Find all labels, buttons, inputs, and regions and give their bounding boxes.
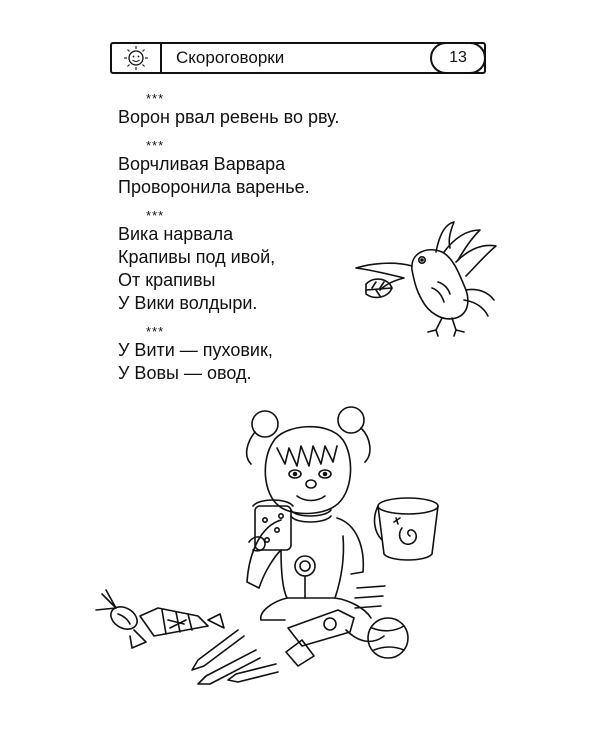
sun-icon [112, 44, 162, 72]
section-title: Скороговорки [176, 48, 285, 67]
stanza-separator: *** [146, 91, 165, 106]
poem-line: Вика нарвала [118, 224, 234, 244]
stanza [118, 139, 418, 199]
crow-illustration [352, 218, 502, 338]
section-header [110, 42, 486, 74]
stanza [118, 92, 418, 129]
poem-line: У Вики волдыри. [118, 293, 258, 313]
poem-line: Ворон рвал ревень во рву. [118, 107, 340, 127]
stanza-separator: *** [146, 138, 165, 153]
poem-line: Крапивы под ивой, [118, 247, 276, 267]
poem-line: Ворчливая Варвара [118, 154, 286, 174]
poem-line: От крапивы [118, 270, 216, 290]
page-number: 13 [430, 42, 486, 74]
stanza-separator: *** [146, 208, 165, 223]
poem-line: Проворонила варенье. [118, 177, 310, 197]
poem-line: У Вовы — овод. [118, 363, 252, 383]
bucket-illustration [368, 488, 448, 568]
stanza-separator: *** [146, 324, 165, 339]
poem-line: У Вити — пуховик, [118, 340, 273, 360]
toys-illustration [88, 580, 448, 690]
